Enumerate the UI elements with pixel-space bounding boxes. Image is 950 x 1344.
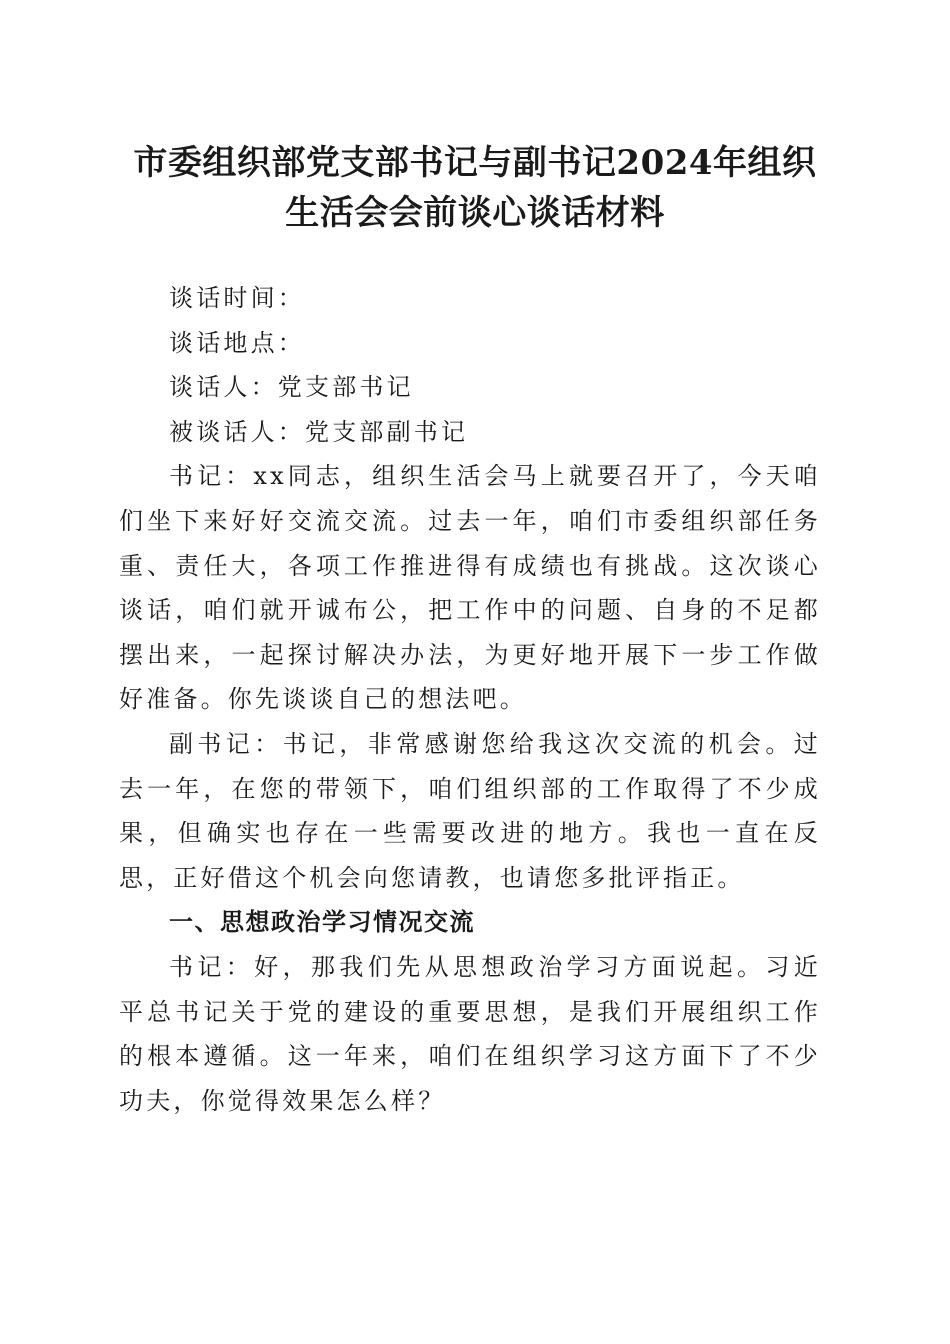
section-heading-1: 一、思想政治学习情况交流 <box>169 908 475 937</box>
title-line-2: 生活会会前谈心谈话材料 <box>285 193 665 233</box>
meta-place: 谈话地点： <box>169 328 305 357</box>
meta-listener: 被谈话人：党支部副书记 <box>169 417 469 446</box>
paragraph-secretary-opening: 书记：xx同志，组织生活会马上就要召开了，今天咱们坐下来好好交流交流。过去一年，咱们市委组织部任务重、责任大，各项工作推进得有成绩也有挑战。这次谈心谈话，咱们就开诚布公，把工作中的问题、自身的不足都摆出来，一起探讨解决办法，为更好地开展下一步工作做好准备。你先谈谈自己的想法吧。 <box>119 462 821 714</box>
meta-speaker: 谈话人：党支部书记 <box>169 373 414 402</box>
document-body <box>119 276 821 1123</box>
paragraph-secretary-question: 书记：好，那我们先从思想政治学习方面说起。习近平总书记关于党的建设的重要思想，是我们开展组织工作的根本遵循。这一年来，咱们在组织学习这方面下了不少功夫，你觉得效果怎么样？ <box>119 952 821 1115</box>
meta-time: 谈话时间： <box>169 284 305 312</box>
document-title <box>100 138 850 238</box>
title-line-1: 市委组织部党支部书记与副书记2024年组织 <box>133 143 817 183</box>
paragraph-deputy-reply: 副书记：书记，非常感谢您给我这次交流的机会。过去一年，在您的带领下，咱们组织部的工作取得了不少成果，但确实也存在一些需要改进的地方。我也一直在反思，正好借这个机会向您请教，也请您多批评指正。 <box>119 729 821 892</box>
